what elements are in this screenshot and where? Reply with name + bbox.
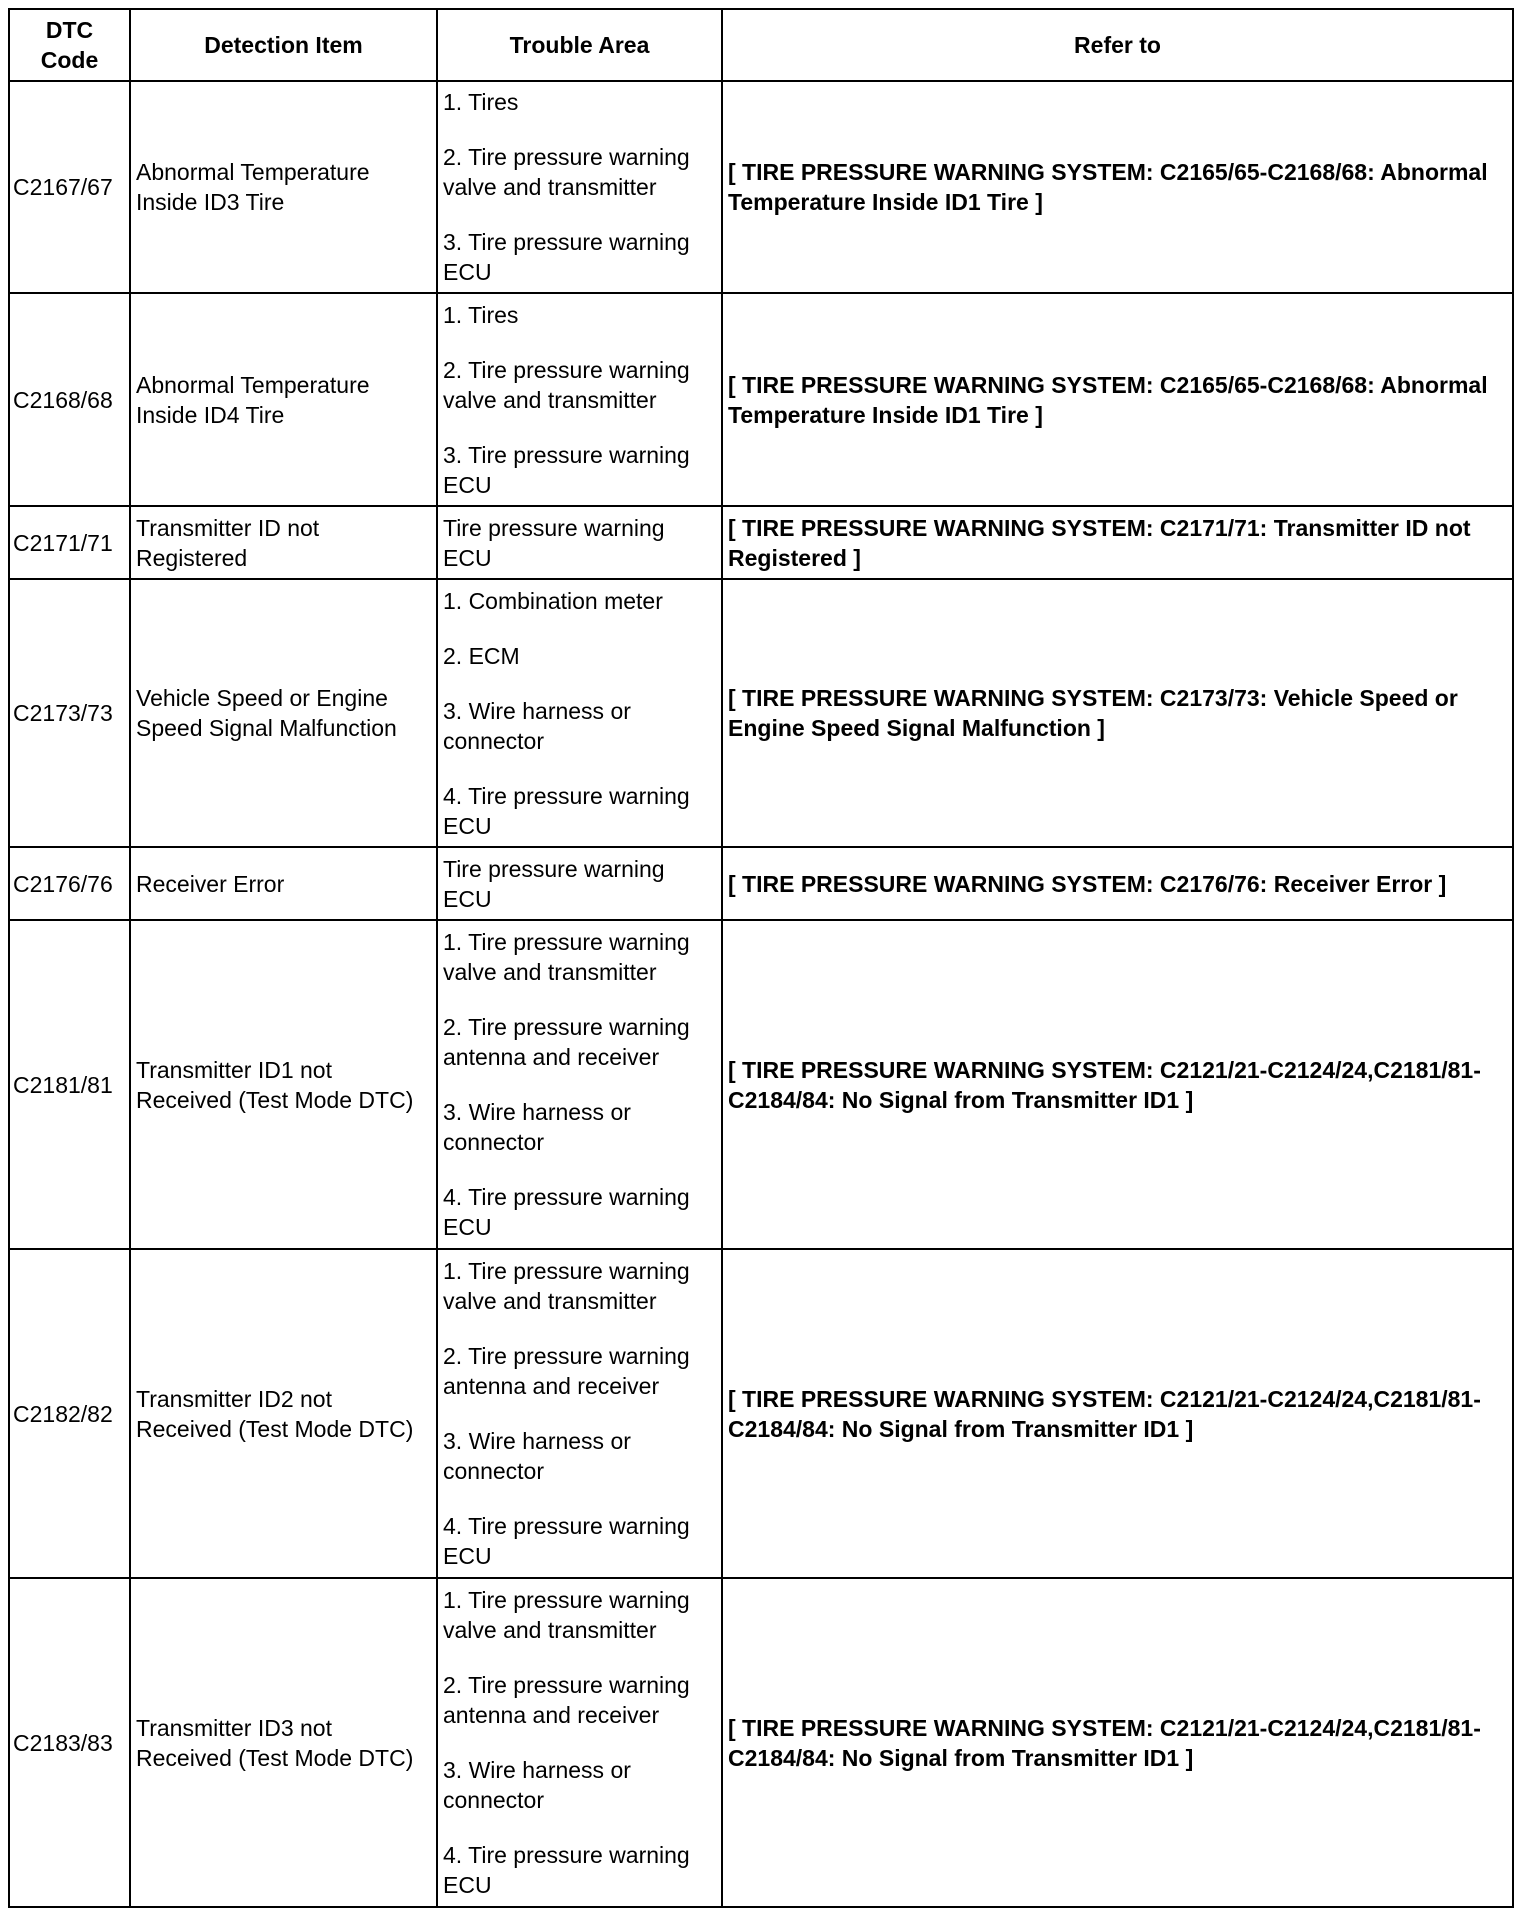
detection-item-cell: Transmitter ID2 not Received (Test Mode DTC) [130, 1249, 437, 1578]
trouble-area-item: 4. Tire pressure warning ECU [443, 1842, 690, 1898]
header-trouble-area: Trouble Area [437, 9, 722, 81]
trouble-area-cell [437, 847, 722, 920]
trouble-area-item: 3. Wire harness or connector [443, 1428, 631, 1484]
trouble-area-item: 2. Tire pressure warning antenna and receiver [443, 1672, 690, 1728]
trouble-area-item: 2. Tire pressure warning valve and transmitter [443, 144, 690, 200]
table-row [9, 506, 1513, 579]
trouble-area-item: 3. Tire pressure warning ECU [443, 441, 690, 498]
trouble-area-item: 1. Tire pressure warning valve and transmitter [443, 929, 690, 985]
detection-item-cell: Transmitter ID not Registered [130, 506, 437, 579]
detection-item-cell: Vehicle Speed or Engine Speed Signal Malfunction [130, 579, 437, 847]
header-dtc-code: DTC Code [9, 9, 130, 81]
trouble-area-item: 1. Combination meter [443, 587, 663, 614]
trouble-area-cell [437, 293, 722, 506]
trouble-area-item: 3. Wire harness or connector [443, 1757, 631, 1813]
trouble-area-item: 1. Tires [443, 89, 519, 115]
trouble-area-item: 1. Tire pressure warning valve and transmitter [443, 1587, 690, 1643]
trouble-area-item: 1. Tire pressure warning valve and transmitter [443, 1258, 690, 1314]
trouble-area-item: 3. Wire harness or connector [443, 1099, 631, 1155]
trouble-area-cell [437, 579, 722, 847]
trouble-area-item: 4. Tire pressure warning ECU [443, 1513, 690, 1569]
dtc-code-cell: C2171/71 [9, 506, 130, 579]
refer-to-link[interactable]: [ TIRE PRESSURE WARNING SYSTEM: C2176/76: Receiver Error ] [722, 847, 1513, 920]
trouble-area-item: 2. ECM [443, 642, 520, 669]
trouble-area-item: 2. Tire pressure warning valve and transmitter [443, 356, 690, 413]
trouble-area-item: 1. Tires [443, 301, 519, 328]
dtc-code-cell: C2181/81 [9, 920, 130, 1249]
dtc-code-cell: C2183/83 [9, 1578, 130, 1907]
trouble-area-item: 3. Tire pressure warning ECU [443, 229, 690, 285]
trouble-area-cell [437, 506, 722, 579]
trouble-area-cell [437, 1578, 722, 1907]
dtc-code-cell: C2182/82 [9, 1249, 130, 1578]
trouble-area-item: 2. Tire pressure warning antenna and receiver [443, 1343, 690, 1399]
detection-item-cell: Abnormal Temperature Inside ID4 Tire [130, 293, 437, 506]
detection-item-cell: Receiver Error [130, 847, 437, 920]
trouble-area-item: 2. Tire pressure warning antenna and receiver [443, 1014, 690, 1070]
detection-item-cell: Transmitter ID3 not Received (Test Mode DTC) [130, 1578, 437, 1907]
dtc-code-cell: C2167/67 [9, 81, 130, 293]
dtc-code-cell: C2176/76 [9, 847, 130, 920]
table-row [9, 1578, 1513, 1907]
header-refer-to: Refer to [722, 9, 1513, 81]
trouble-area-item: 4. Tire pressure warning ECU [443, 782, 690, 839]
trouble-area-cell [437, 1249, 722, 1578]
refer-to-link[interactable]: [ TIRE PRESSURE WARNING SYSTEM: C2121/21-C2124/24,C2181/81-C2184/84: No Signal from Transmitter ID1 ] [722, 1249, 1513, 1578]
trouble-area-item: Tire pressure warning ECU [443, 855, 665, 912]
header-detection-item: Detection Item [130, 9, 437, 81]
trouble-area-cell [437, 81, 722, 293]
trouble-area-cell [437, 920, 722, 1249]
detection-item-cell: Abnormal Temperature Inside ID3 Tire [130, 81, 437, 293]
table-row [9, 579, 1513, 847]
dtc-code-cell: C2173/73 [9, 579, 130, 847]
table-row [9, 847, 1513, 920]
detection-item-cell: Transmitter ID1 not Received (Test Mode DTC) [130, 920, 437, 1249]
refer-to-link[interactable]: [ TIRE PRESSURE WARNING SYSTEM: C2171/71: Transmitter ID not Registered ] [722, 506, 1513, 579]
header-row [9, 9, 1513, 81]
table-row [9, 920, 1513, 1249]
trouble-area-item: Tire pressure warning ECU [443, 514, 665, 571]
refer-to-link[interactable]: [ TIRE PRESSURE WARNING SYSTEM: C2165/65-C2168/68: Abnormal Temperature Inside ID1 Tire ] [722, 293, 1513, 506]
dtc-code-cell: C2168/68 [9, 293, 130, 506]
trouble-area-item: 4. Tire pressure warning ECU [443, 1184, 690, 1240]
refer-to-link[interactable]: [ TIRE PRESSURE WARNING SYSTEM: C2173/73: Vehicle Speed or Engine Speed Signal Malfunction ] [722, 579, 1513, 847]
table-row [9, 293, 1513, 506]
table-row [9, 81, 1513, 293]
table-row [9, 1249, 1513, 1578]
refer-to-link[interactable]: [ TIRE PRESSURE WARNING SYSTEM: C2165/65-C2168/68: Abnormal Temperature Inside ID1 Tire ] [722, 81, 1513, 293]
trouble-area-item: 3. Wire harness or connector [443, 697, 631, 754]
refer-to-link[interactable]: [ TIRE PRESSURE WARNING SYSTEM: C2121/21-C2124/24,C2181/81-C2184/84: No Signal from Transmitter ID1 ] [722, 1578, 1513, 1907]
refer-to-link[interactable]: [ TIRE PRESSURE WARNING SYSTEM: C2121/21-C2124/24,C2181/81-C2184/84: No Signal from Transmitter ID1 ] [722, 920, 1513, 1249]
dtc-table [8, 8, 1514, 1908]
